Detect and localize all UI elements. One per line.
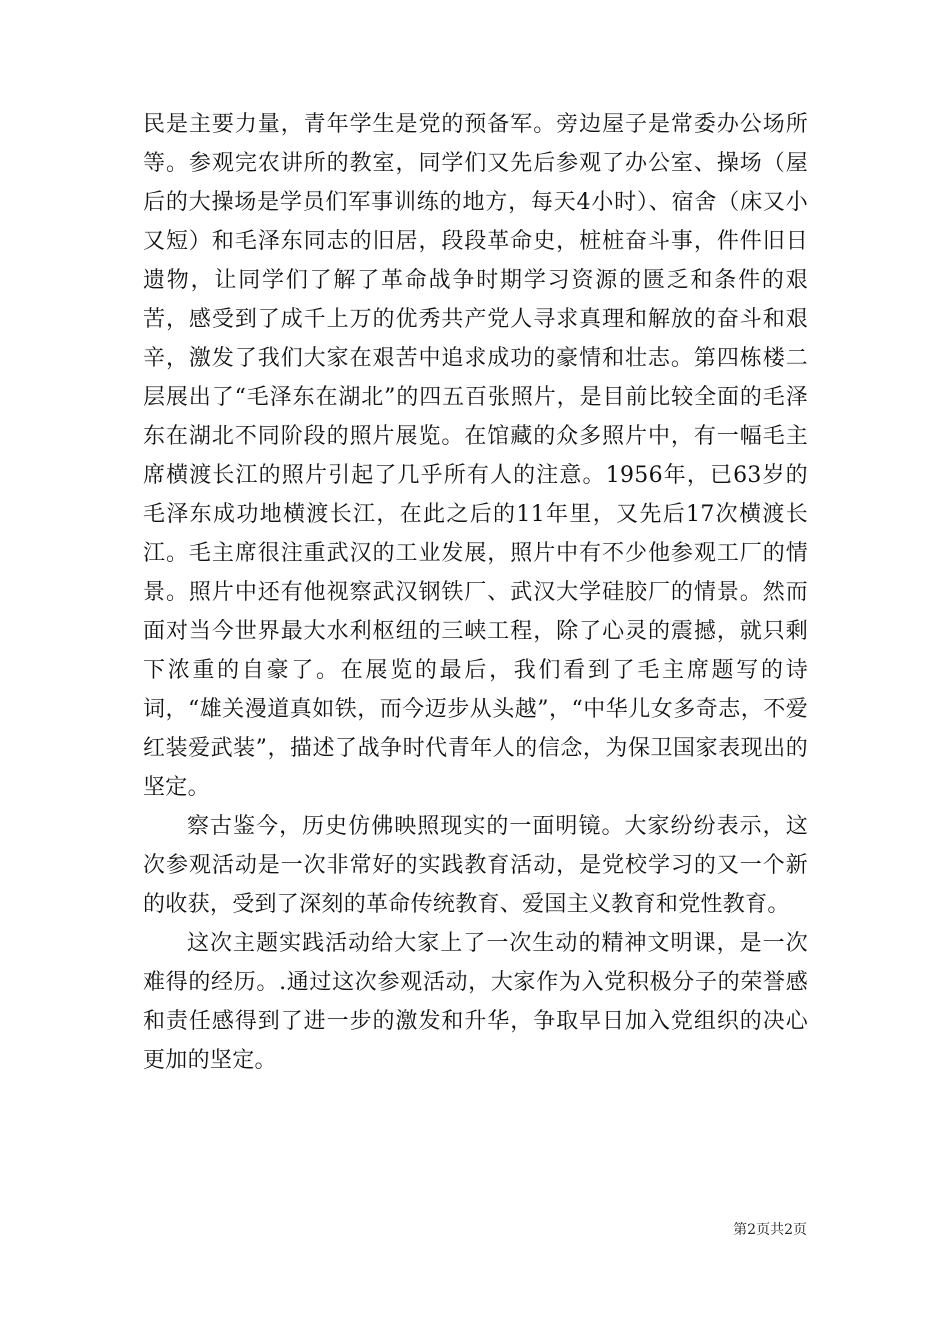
- page-number: 第2页共2页: [733, 1222, 807, 1238]
- paragraph-2: 察古鉴今，历史仿佛映照现实的一面明镜。大家纷纷表示，这次参观活动是一次非常好的实践教育活动，是党校学习的又一个新的收获，受到了深刻的革命传统教育、爱国主义教育和党性教育。: [143, 814, 808, 917]
- paragraph-3: 这次主题实践活动给大家上了一次生动的精神文明课，是一次难得的经历。.通过这次参观活动，大家作为入党积极分子的荣誉感和责任感得到了进一步的激发和升华，争取早日加入党组织的决心更加的坚定。: [143, 931, 808, 1073]
- document-body: [143, 105, 808, 1080]
- paragraph-1: 民是主要力量，青年学生是党的预备军。旁边屋子是常委办公场所等。参观完农讲所的教室，同学们又先后参观了办公室、操场（屋后的大操场是学员们军事训练的地方，每天4小时）、宿舍（床又小又短）和毛泽东同志的旧居，段段革命史，桩桩奋斗事，件件旧日遗物，让同学们了解了革命战争时期学习资源的匮乏和条件的艰苦，感受到了成千上万的优秀共产党人寻求真理和解放的奋斗和艰辛，激发了我们大家在艰苦中追求成功的豪情和壮志。第四栋楼二层展出了“毛泽东在湖北”的四五百张照片，是目前比较全面的毛泽东在湖北不同阶段的照片展览。在馆藏的众多照片中，有一幅毛主席横渡长江的照片引起了几乎所有人的注意。1956年，已63岁的毛泽东成功地横渡长江，在此之后的11年里，又先后17次横渡长江。毛主席很注重武汉的工业发展，照片中有不少他参观工厂的情景。照片中还有他视察武汉钢铁厂、武汉大学硅胶厂的情景。然而面对当今世界最大水利枢纽的三峡工程，除了心灵的震撼，就只剩下浓重的自豪了。在展览的最后，我们看到了毛主席题写的诗词，“雄关漫道真如铁，而今迈步从头越”，“中华儿女多奇志，不爱红装爱武装”，描述了战争时代青年人的信念，为保卫国家表现出的坚定。: [143, 112, 808, 800]
